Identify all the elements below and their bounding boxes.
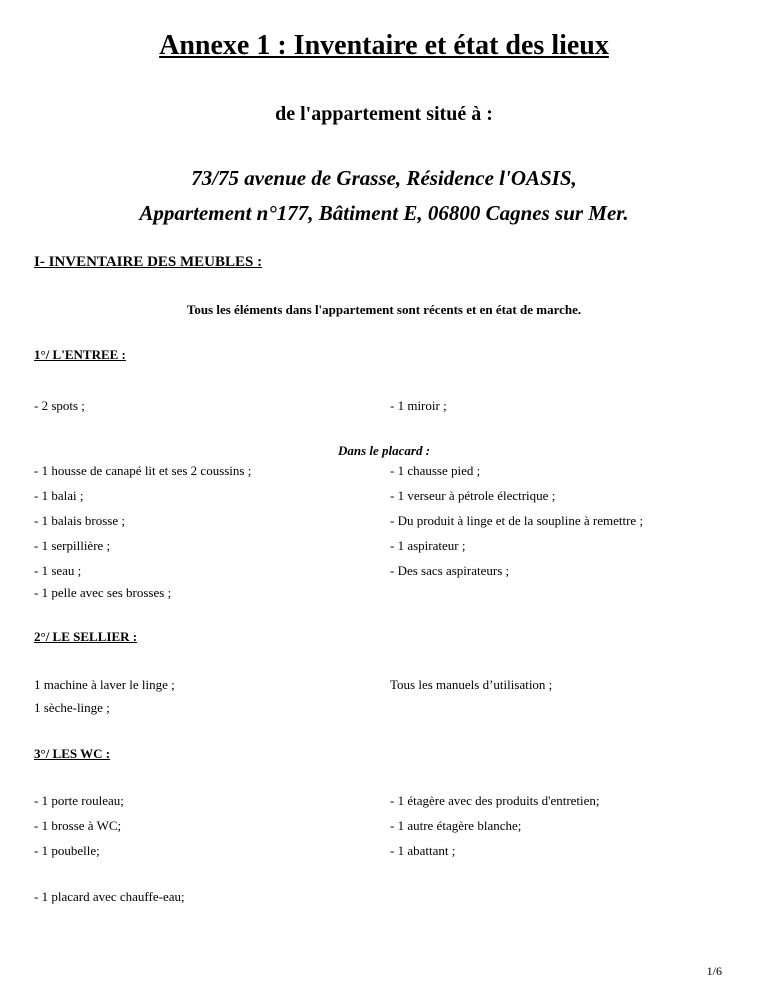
address-line-2: Appartement n°177, Bâtiment E, 06800 Cagnes sur Mer. [139,201,629,225]
list-item: - 1 brosse à WC; [34,818,122,833]
list-item: - 1 pelle avec ses brosses ; [34,585,172,600]
section-heading-inventory: I- INVENTAIRE DES MEUBLES : [34,254,263,270]
list-item: - 1 chausse pied ; [390,463,481,478]
list-item: - 1 housse de canapé lit et ses 2 coussins ; [34,463,252,478]
list-item: - 1 aspirateur ; [390,538,466,553]
document-title: Annexe 1 : Inventaire et état des lieux [159,30,609,61]
list-item: - 2 spots ; [34,398,85,413]
subsection-heading-entree: 1°/ L'ENTREE : [34,347,126,362]
list-item: - 1 placard avec chauffe-eau; [34,889,185,904]
list-item: - 1 porte rouleau; [34,793,124,808]
list-item: Tous les manuels d’utilisation ; [390,677,553,692]
list-item: - 1 étagère avec des produits d'entretien; [390,793,600,808]
document-subtitle: de l'appartement situé à : [275,103,493,125]
list-item: - 1 balai ; [34,488,84,503]
list-item: - Du produit à linge et de la soupline à remettre ; [390,513,644,528]
list-item: 1 machine à laver le linge ; [34,677,175,692]
list-item: - 1 seau ; [34,563,82,578]
list-item: - 1 balais brosse ; [34,513,125,528]
address-line-1: 73/75 avenue de Grasse, Résidence l'OASIS, [191,166,577,190]
subsection-heading-sellier: 2°/ LE SELLIER : [34,629,138,644]
list-item: - 1 miroir ; [390,398,447,413]
list-item: 1 sèche-linge ; [34,700,110,715]
list-item: - Des sacs aspirateurs ; [390,563,510,578]
list-item: - 1 abattant ; [390,843,456,858]
placard-label: Dans le placard : [337,443,431,458]
list-item: - 1 serpillière ; [34,538,111,553]
section-note: Tous les éléments dans l'appartement sont récents et en état de marche. [186,302,582,317]
list-item: - 1 autre étagère blanche; [390,818,522,833]
subsection-heading-wc: 3°/ LES WC : [34,746,111,761]
page-number: 1/6 [706,964,722,978]
list-item: - 1 verseur à pétrole électrique ; [390,488,556,503]
list-item: - 1 poubelle; [34,843,100,858]
